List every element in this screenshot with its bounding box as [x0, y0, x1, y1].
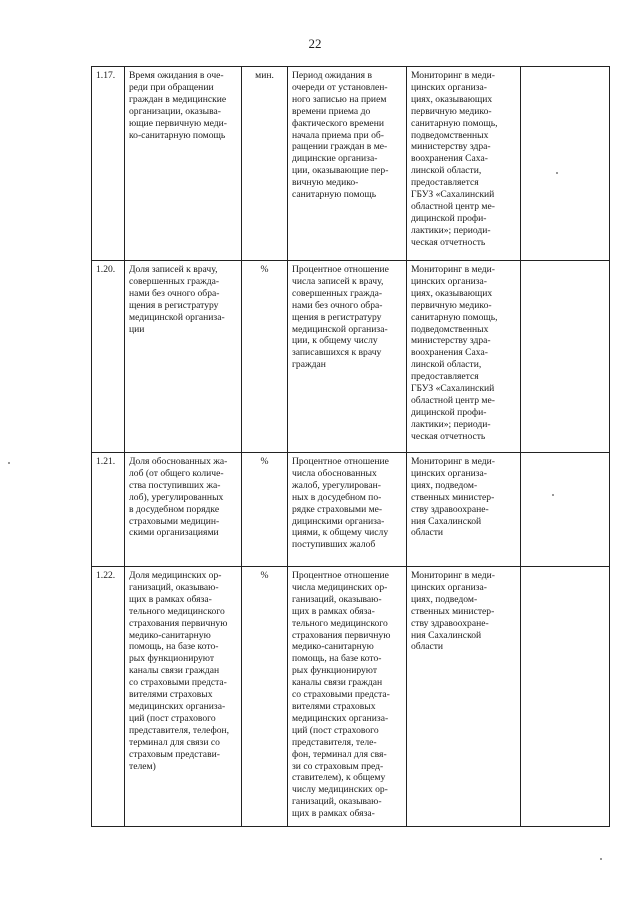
data-source: Мониторинг в меди- цинских организа- циях, подведом- ственных министер- ству здравоохране- ния Сахалинской области	[407, 567, 521, 827]
scan-speck	[552, 494, 554, 496]
row-number: 1.17.	[92, 67, 125, 261]
unit-of-measure: %	[242, 261, 288, 453]
row-number: 1.22.	[92, 567, 125, 827]
indicator-name: Доля медицинских ор- ганизаций, оказываю- щих в рамках обяза- тельного медицинского страхования первичную медико-санитарную помощь, на базе кото- рых функционируют каналы связи граждан со страховыми предста- вителями страховых медицинских организа- ций (пост страхового представителя, телефон, терминал для связи со страховым представи- телем)	[125, 567, 242, 827]
empty-cell	[521, 67, 610, 261]
table-row	[92, 261, 610, 453]
indicator-name: Доля записей к врачу, совершенных гражда- нами без очного обра- щения в регистратуру медицинской организа- ции	[125, 261, 242, 453]
calculation-method: Процентное отношение числа медицинских ор- ганизаций, оказываю- щих в рамках обяза- тельного медицинского страхования первичную медико-санитарную помощь, на базе кото- рых функционируют каналы связи граждан со страховыми предста- вителями страховых медицинских организа- ций (пост страхового представителя, теле- фон, терминал для свя- зи со страховым пред- ставителем), к общему числу медицинских ор- ганизаций, оказываю- щих в рамках обяза-	[288, 567, 407, 827]
data-source: Мониторинг в меди- цинских организа- циях, подведом- ственных министер- ству здравоохране- ния Сахалинской области	[407, 453, 521, 567]
calculation-method: Процентное отношение числа записей к врачу, совершенных гражда- нами без очного обра- щения в регистратуру медицинской организа- ции, к общему числу записавшихся к врачу граждан	[288, 261, 407, 453]
indicator-name: Доля обоснованных жа- лоб (от общего количе- ства поступивших жа- лоб), урегулированных в досудебном порядке страховыми медицин- скими организациями	[125, 453, 242, 567]
table-row	[92, 567, 610, 827]
scan-speck	[600, 858, 602, 860]
empty-cell	[521, 453, 610, 567]
indicator-table	[91, 66, 610, 827]
calculation-method: Период ожидания в очереди от установлен- ного записью на прием времени приема до фактического времени начала приема при об- ращении граждан в ме- дицинские организа- ции, оказывающие пер- вичную медико- санитарную помощь	[288, 67, 407, 261]
table-row	[92, 453, 610, 567]
data-source: Мониторинг в меди- цинских организа- циях, оказывающих первичную медико- санитарную помощь, подведомственных министерству здра- воохранения Саха- линской области, предоставляется ГБУЗ «Сахалинский областной центр ме- дицинской профи- лактики»; периоди- ческая отчетность	[407, 261, 521, 453]
calculation-method: Процентное отношение числа обоснованных жалоб, урегулирован- ных в досудебном по- рядке страховыми ме- дицинскими организа- циями, к общему числу поступивших жалоб	[288, 453, 407, 567]
data-source: Мониторинг в меди- цинских организа- циях, оказывающих первичную медико- санитарную помощь, подведомственных министерству здра- воохранения Саха- линской области, предоставляется ГБУЗ «Сахалинский областной центр ме- дицинской профи- лактики»; периоди- ческая отчетность	[407, 67, 521, 261]
empty-cell	[521, 261, 610, 453]
table-row	[92, 67, 610, 261]
row-number: 1.20.	[92, 261, 125, 453]
page-number: 22	[308, 36, 322, 51]
empty-cell	[521, 567, 610, 827]
indicator-name: Время ожидания в оче- реди при обращении граждан в медицинские организации, оказыва- ющие первичную меди- ко-санитарную помощь	[125, 67, 242, 261]
unit-of-measure: %	[242, 453, 288, 567]
scan-speck	[8, 462, 10, 464]
row-number: 1.21.	[92, 453, 125, 567]
scan-speck	[556, 172, 558, 174]
unit-of-measure: %	[242, 567, 288, 827]
unit-of-measure: мин.	[242, 67, 288, 261]
